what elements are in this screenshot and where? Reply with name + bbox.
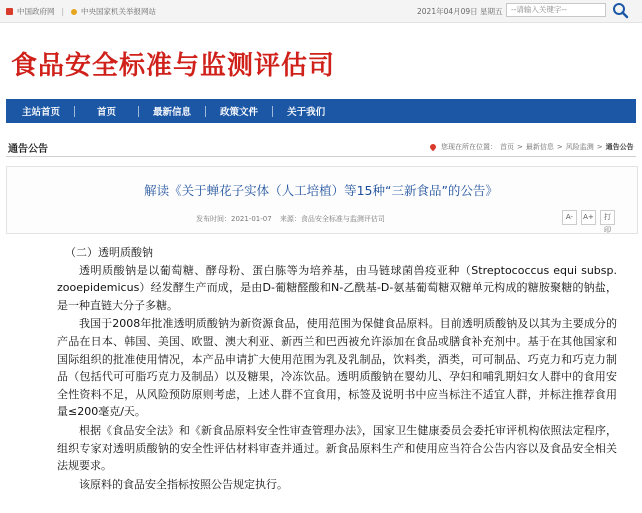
- section-title: 通告公告: [8, 144, 48, 155]
- breadcrumb-sep: >: [556, 143, 563, 151]
- search-icon[interactable]: [610, 1, 632, 19]
- paragraph: 该原料的食品安全指标按照公告规定执行。: [79, 477, 288, 491]
- site-logo[interactable]: 食品安全标准与监测评估司: [11, 51, 336, 81]
- article-title: 解读《关于蝉花子实体（人工培植）等15种“三新食品”的公告》: [144, 183, 498, 198]
- nav-main-home[interactable]: 主站首页: [22, 107, 61, 118]
- location-icon: [429, 143, 437, 151]
- nav-about[interactable]: 关于我们: [287, 107, 326, 118]
- article-meta: [196, 214, 391, 224]
- font-increase-button[interactable]: A+: [581, 210, 596, 225]
- top-utility-bar: [0, 0, 642, 23]
- section-divider: [6, 156, 636, 157]
- report-link[interactable]: 中央国家机关举报网站: [81, 7, 157, 16]
- breadcrumb-sep: >: [517, 143, 523, 151]
- gov-icon: [6, 8, 13, 15]
- paragraph: 根据《食品安全法》和《新食品原料安全性审查管理办法》，国家卫生健康委员会委托审评机构依照法定程序，组织专家对透明质酸钠的安全性评估材料审查并通过。新食品原料生产和使用应当符合公告内容以及食品安全相关法规要求。: [57, 423, 617, 473]
- report-icon: [71, 9, 77, 15]
- paragraph: 我国于2008年批准透明质酸钠为新资源食品，使用范围为保健食品原料。目前透明质酸钠及以其为主要成分的产品在日本、韩国、美国、欧盟、澳大利亚、新西兰和巴西被允许添加在食品或膳食补充剂中。基于在其他国家和国际组织的批准使用情况，本产品申请扩大使用范围为乳及乳制品，饮料类，酒类，可可制品、巧克力和巧克力制品（包括代可可脂巧克力及制品）以及糖果，冷冻饮品。透明质酸钠在婴幼儿、孕妇和哺乳期妇女人群中的食用安全性资料不足，从风险预防原则考虑，上述人群不宜食用，标签及说明书中应当标注不适宜人群，并标注推荐食用量≤200毫克/天。: [57, 317, 617, 419]
- breadcrumb-home[interactable]: 首页: [500, 143, 514, 151]
- font-decrease-button[interactable]: A-: [562, 210, 577, 225]
- article-body: [57, 244, 617, 493]
- font-controls: [562, 210, 615, 234]
- breadcrumb-latest[interactable]: 最新信息: [525, 143, 554, 151]
- breadcrumb-sep: >: [596, 143, 603, 151]
- nav-latest[interactable]: 最新信息: [153, 107, 192, 118]
- subheading: （二）透明质酸钠: [65, 246, 153, 259]
- article-source: 食品安全标准与监测评估司: [300, 215, 385, 223]
- main-nav: [6, 99, 636, 123]
- date-label: 发布时间：: [196, 215, 231, 223]
- breadcrumb: [430, 142, 634, 152]
- current-date: 2021年04月09日 星期五: [417, 7, 503, 16]
- nav-policy[interactable]: 政策文件: [220, 107, 259, 118]
- print-button[interactable]: 打印: [600, 210, 615, 225]
- nav-home[interactable]: 首页: [97, 107, 117, 118]
- divider: |: [61, 7, 65, 16]
- top-links: [6, 6, 156, 17]
- gov-link[interactable]: 中国政府网: [17, 7, 55, 16]
- publish-date: 2021-01-07: [231, 215, 272, 223]
- paragraph: 透明质酸钠是以葡萄糖、酵母粉、蛋白胨等为培养基，由马链球菌兽疫亚种（Streptococcus equi subsp. zooepidemicus）经发酵生产而成，是由D-葡糖醛酸和N-乙酰基-D-氨基葡萄糖双糖单元构成的糖胺聚糖的钠盐，是一种直链大分子多糖。: [57, 263, 617, 312]
- search-input[interactable]: --请输入关键字--: [506, 3, 606, 17]
- breadcrumb-risk[interactable]: 风险监测: [565, 143, 594, 151]
- breadcrumb-prefix: 您现在所在位置：: [441, 143, 497, 151]
- breadcrumb-current: 通告公告: [605, 143, 634, 151]
- source-label: 来源：: [279, 215, 301, 223]
